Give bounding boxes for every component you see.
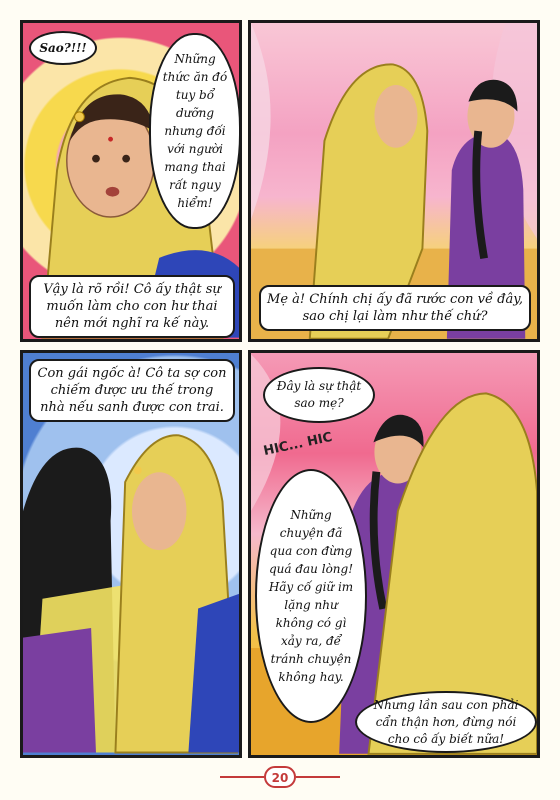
caption-text: Vậy là rõ rồi! Cô ấy thật sự muốn làm cho con hư thai nên mới nghĩ ra kế này. <box>43 282 221 331</box>
speech-text-warning: Những thức ăn đó tuy bổ dưỡng nhưng đối với người mang thai rất nguy hiểm! <box>162 52 228 210</box>
panel-2 <box>248 20 540 342</box>
speech-bubble-warning <box>149 33 241 229</box>
panel-1 <box>20 20 242 342</box>
panel-4 <box>248 350 540 758</box>
page-number: 20 <box>264 766 296 788</box>
speech-bubble-daughter <box>263 367 375 423</box>
caption-mother-explains <box>29 359 235 422</box>
exclaim-text: Sao?!!! <box>39 41 87 55</box>
speech-text-daughter: Đây là sự thật sao mẹ? <box>276 379 362 410</box>
panel-3 <box>20 350 242 758</box>
page-number-line-left <box>220 776 264 778</box>
speech-bubble-mother-warning <box>355 691 537 753</box>
speech-text-warning: Nhưng lần sau con phải cẩn thận hơn, đừng nói cho cô ấy biết nữa! <box>373 697 519 746</box>
sfx-text: HIC... HIC <box>262 429 334 460</box>
caption-text: Con gái ngốc à! Cô ta sợ con chiếm được ưu thế trong nhà nếu sanh được con trai. <box>37 366 227 415</box>
speech-text-advice: Những chuyện đã qua con đừng quá đau lòng! Hãy cố giữ im lặng như không có gì xảy ra, để tránh chuyện không hay. <box>268 508 354 684</box>
caption-daughter-question <box>259 285 531 331</box>
exclaim-bubble <box>29 31 97 65</box>
caption-text: Mẹ à! Chính chị ấy đã rước con về đây, sao chị lại làm như thế chứ? <box>267 292 523 324</box>
caption-conclusion <box>29 275 235 338</box>
speech-bubble-mother-advice <box>255 469 367 723</box>
page-number-line-right <box>296 776 340 778</box>
